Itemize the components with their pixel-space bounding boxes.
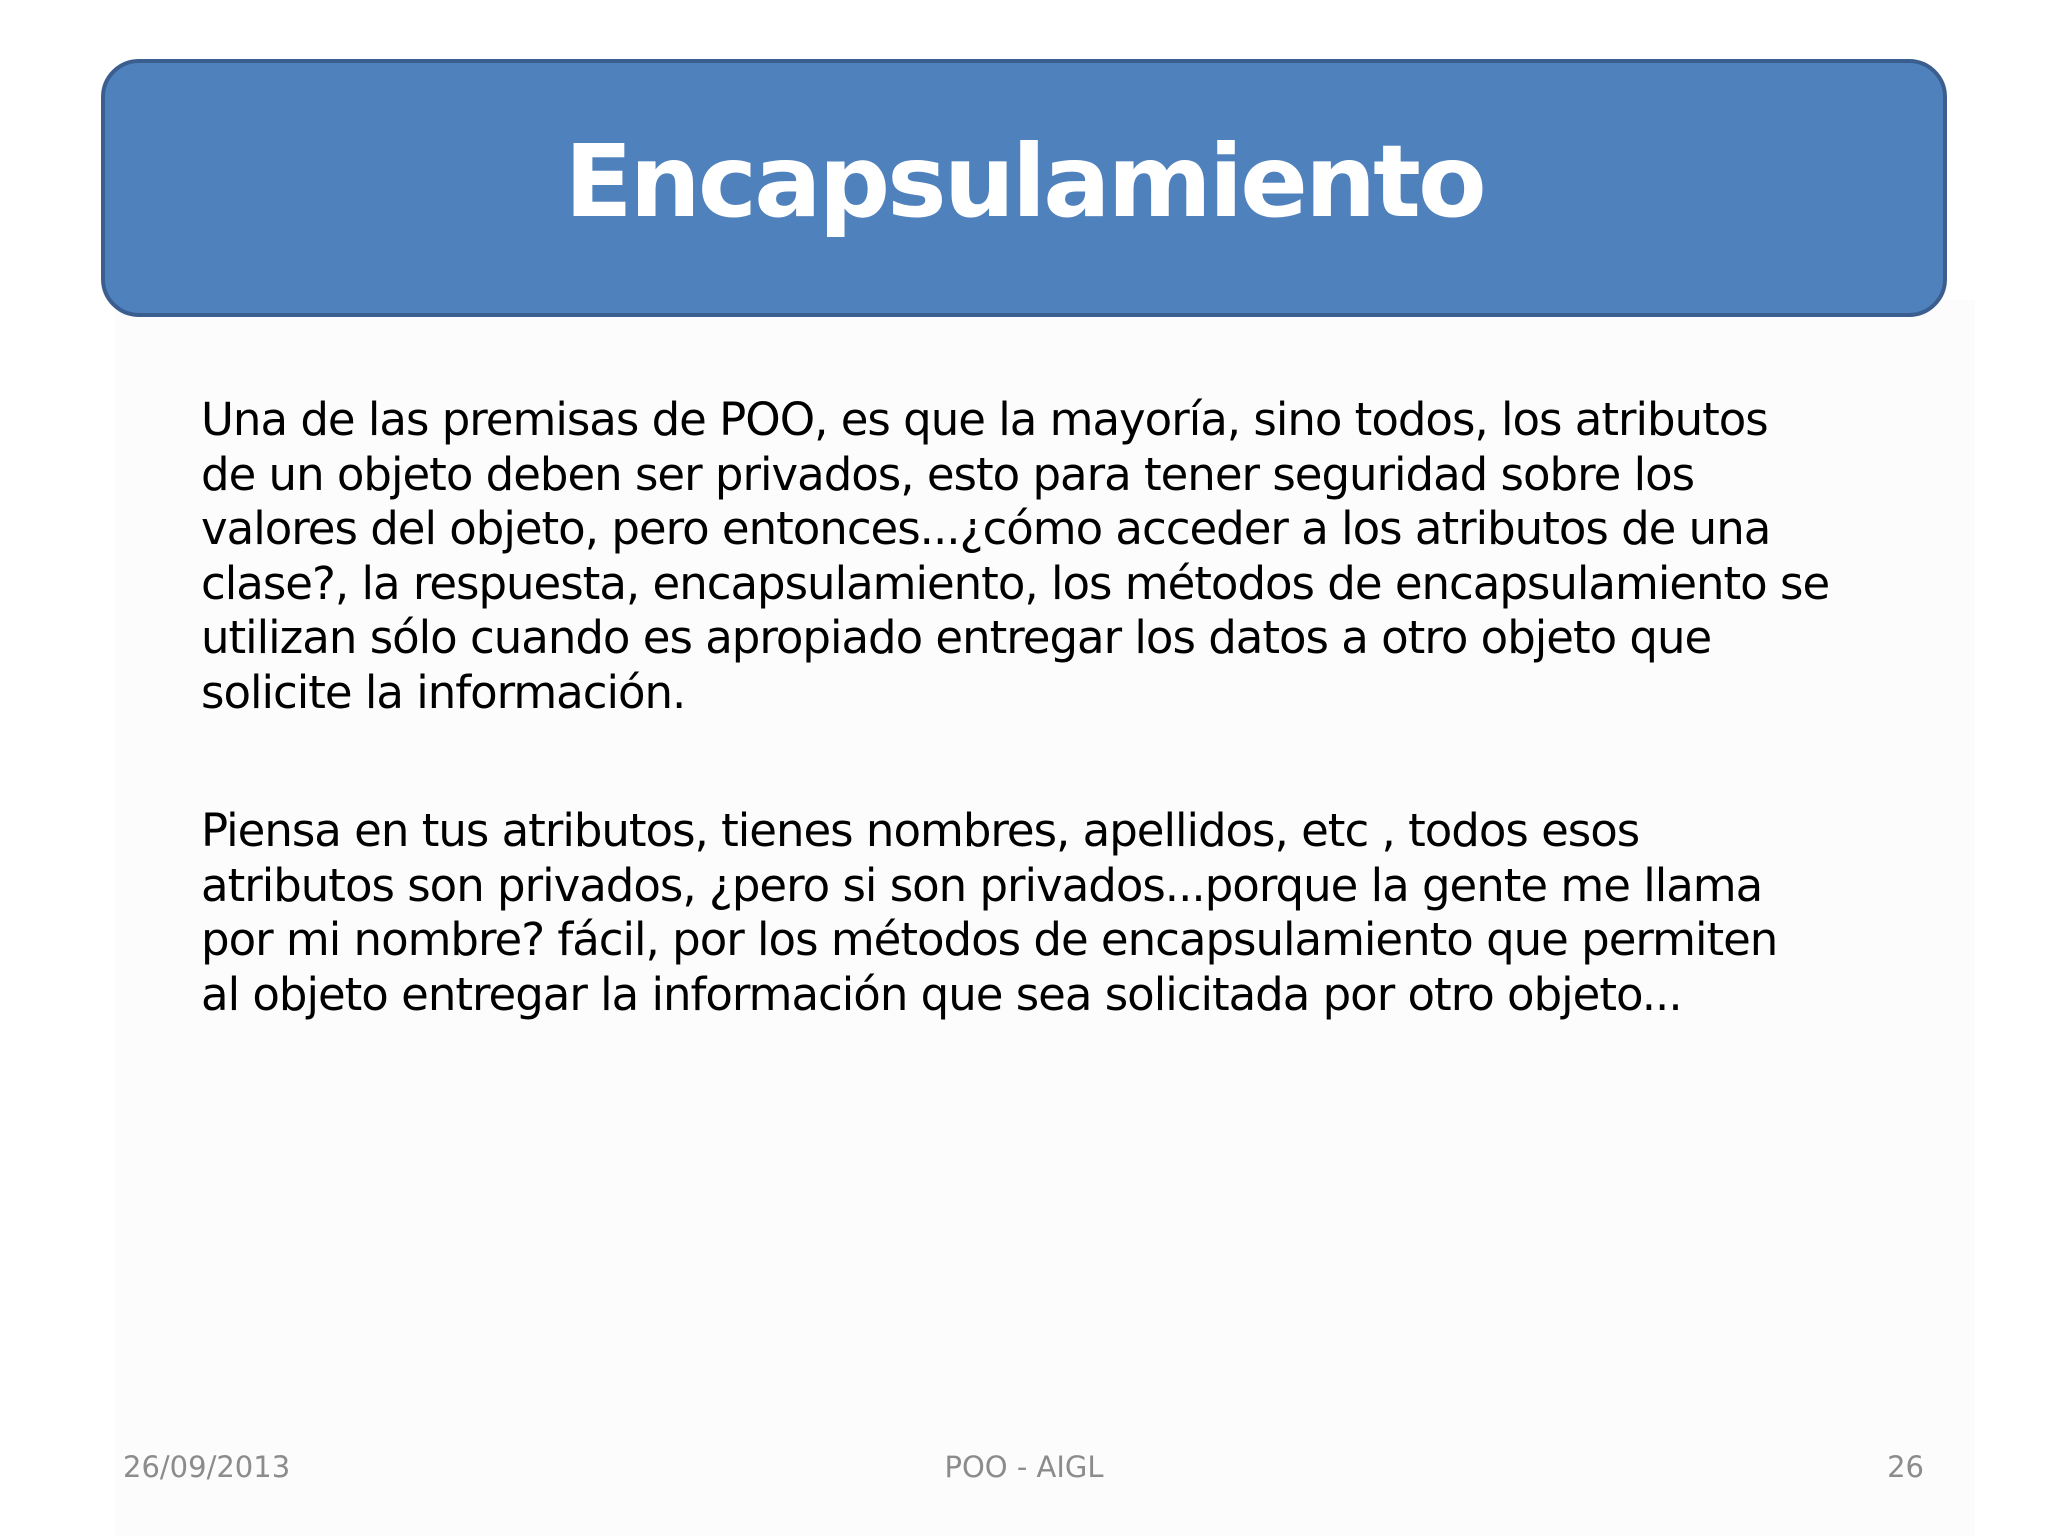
slide-title: Encapsulamiento	[564, 123, 1484, 240]
paragraph-line: clase?, la respuesta, encapsulamiento, los métodos de encapsulamiento se	[201, 556, 1830, 610]
footer-center-text: POO - AIGL	[944, 1450, 1104, 1484]
paragraph-line: por mi nombre? fácil, por los métodos de encapsulamiento que permiten	[201, 913, 1778, 966]
paragraph-line: valores del objeto, pero entonces...¿cómo acceder a los atributos de una	[201, 502, 1771, 555]
paragraph-line: Una de las premisas de POO, es que la mayoría, sino todos, los atributos	[201, 393, 1768, 446]
page-number: 26	[1887, 1450, 1924, 1484]
body-paragraph-2	[201, 804, 1941, 1022]
body-paragraph-1	[201, 393, 1941, 720]
title-banner	[101, 59, 1947, 317]
paragraph-line: atributos son privados, ¿pero si son privados...porque la gente me llama	[201, 858, 1763, 912]
footer-date: 26/09/2013	[123, 1450, 291, 1484]
paragraph-line: utilizan sólo cuando es apropiado entregar los datos a otro objeto que	[201, 611, 1712, 664]
paragraph-line: solicite la información.	[201, 665, 686, 719]
paragraph-line: al objeto entregar la información que sea solicitada por otro objeto...	[201, 967, 1682, 1021]
paragraph-line: de un objeto deben ser privados, esto para tener seguridad sobre los	[201, 447, 1695, 501]
paragraph-line: Piensa en tus atributos, tienes nombres, apellidos, etc , todos esos	[201, 804, 1640, 857]
